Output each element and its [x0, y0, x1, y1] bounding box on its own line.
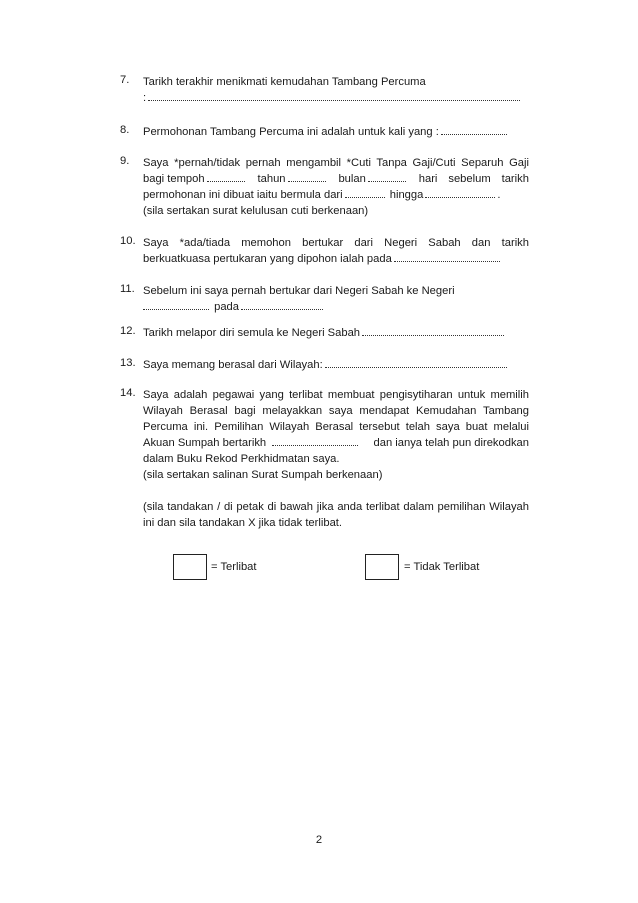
- fill-in-field[interactable]: [325, 366, 507, 368]
- text: bagi tempoh: [143, 173, 205, 185]
- item-number: 11.: [120, 283, 135, 295]
- item-14: [121, 387, 529, 531]
- text: dan ianya telah pun direkodkan: [373, 437, 529, 449]
- item-text: Saya memang berasal dari Wilayah:: [143, 359, 323, 371]
- item-text: Tarikh terakhir menikmati kemudahan Tambang Percuma: [143, 76, 426, 88]
- text: tarikh: [501, 173, 529, 185]
- item-text-line: Saya *ada/tiada memohon bertukar dari Negeri Sabah dan tarikh: [143, 237, 529, 249]
- item-number: 7.: [120, 74, 130, 86]
- fill-in-field[interactable]: [272, 444, 358, 446]
- item-10: [121, 235, 529, 267]
- fill-in-field[interactable]: [143, 308, 209, 310]
- page-number: 2: [315, 834, 323, 846]
- item-13: [121, 357, 529, 373]
- item-9: [121, 155, 529, 219]
- item-text-line: dalam Buku Rekod Perkhidmatan saya.: [143, 453, 340, 465]
- text: hari: [418, 173, 438, 185]
- text: Akuan Sumpah bertarikh: [143, 437, 267, 449]
- item-number: 8.: [120, 124, 130, 136]
- not-involved-label: = Tidak Terlibat: [404, 561, 480, 573]
- item-number: 13.: [120, 357, 136, 369]
- text: pada: [214, 301, 239, 313]
- involved-label: = Terlibat: [211, 561, 257, 573]
- fill-in-field[interactable]: [207, 180, 245, 182]
- fill-in-field[interactable]: [368, 180, 406, 182]
- text: tahun: [257, 173, 286, 185]
- instruction-line: ini dan sila tandakan X jika tidak terlibat.: [143, 517, 343, 529]
- note: (sila sertakan surat kelulusan cuti berkenaan): [143, 205, 369, 217]
- fill-in-field[interactable]: [148, 99, 520, 101]
- text: sebelum: [448, 173, 491, 185]
- not-involved-checkbox[interactable]: [365, 554, 399, 580]
- instruction-line: (sila tandakan / di petak di bawah jika anda terlibat dalam pemilihan Wilayah: [143, 501, 529, 513]
- fill-in-field[interactable]: [345, 196, 385, 198]
- item-text-line: Wilayah Berasal bagi melayakkan saya mendapat Kemudahan Tambang: [143, 405, 529, 417]
- item-7: [121, 74, 529, 106]
- item-number: 10.: [120, 235, 136, 247]
- item-text-line: Percuma ini. Pemilihan Wilayah Berasal tersebut telah saya buat melalui: [143, 421, 529, 433]
- text: permohonan ini dibuat iaitu bermula dari: [143, 189, 343, 201]
- item-text: Tarikh melapor diri semula ke Negeri Sabah: [143, 327, 361, 339]
- item-number: 12.: [120, 325, 136, 337]
- note: (sila sertakan salinan Surat Sumpah berkenaan): [143, 469, 383, 481]
- item-number: 9.: [120, 155, 130, 167]
- text: hingga: [389, 189, 424, 201]
- item-text-line: Saya *pernah/tidak pernah mengambil *Cuti Tanpa Gaji/Cuti Separuh Gaji: [143, 157, 529, 169]
- fill-in-field[interactable]: [241, 308, 323, 310]
- colon: :: [143, 92, 147, 104]
- item-11: [121, 283, 529, 315]
- item-12: [121, 325, 529, 341]
- fill-in-field[interactable]: [362, 334, 504, 336]
- item-text: Permohonan Tambang Percuma ini adalah untuk kali yang :: [143, 126, 439, 138]
- fill-in-field[interactable]: [288, 180, 326, 182]
- text: .: [497, 189, 501, 201]
- text: berkuatkuasa pertukaran yang dipohon ialah pada: [143, 253, 392, 265]
- item-text-line: Saya adalah pegawai yang terlibat membuat pengisytiharan untuk memilih: [143, 389, 529, 401]
- item-8: [121, 124, 529, 140]
- item-text-line: Sebelum ini saya pernah bertukar dari Negeri Sabah ke Negeri: [143, 285, 455, 297]
- involved-checkbox[interactable]: [173, 554, 207, 580]
- fill-in-field[interactable]: [394, 260, 500, 262]
- text: bulan: [338, 173, 366, 185]
- item-number: 14.: [120, 387, 136, 399]
- fill-in-field[interactable]: [441, 133, 507, 135]
- fill-in-field[interactable]: [425, 196, 495, 198]
